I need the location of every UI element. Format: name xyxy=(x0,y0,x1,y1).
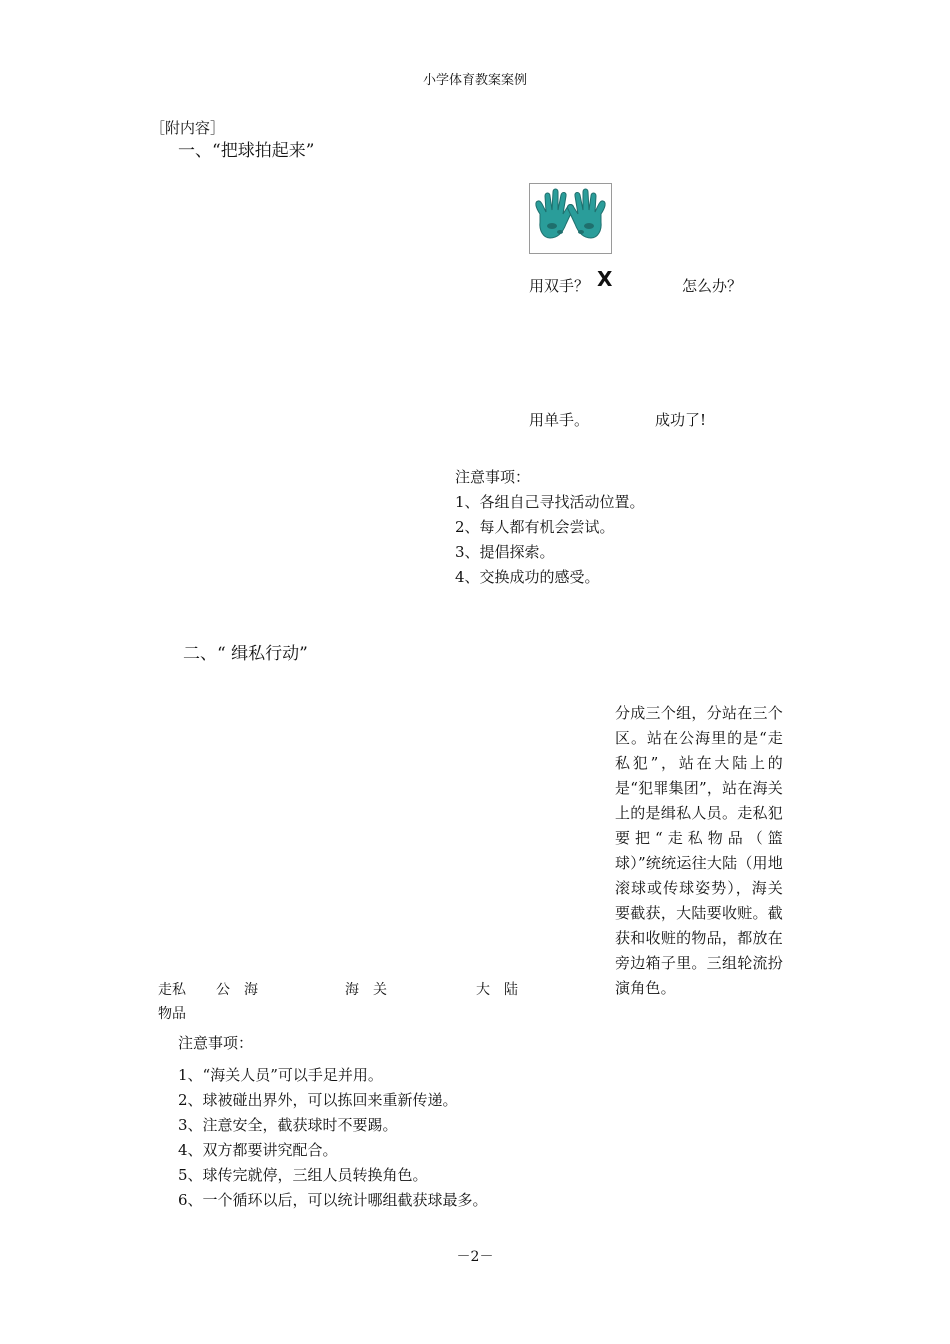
appendix-label: ［附内容］ xyxy=(150,119,226,137)
hands-icon-graphic xyxy=(530,184,611,253)
page-header: 小学体育教案案例 xyxy=(422,73,527,88)
hands-icon xyxy=(529,183,612,254)
section2-description: 分成三个组，分站在三个区。站在公海里的是“走私犯”，站在大陆上的是“犯罪集团”，站在海关上的是缉私人员。走私犯要把“走私物品（篮球）”统统运往大陆（用地滚球或传球姿势），海关要截获，大陆要收赃。截获和收赃的物品，都放在旁边箱子里。三组轮流扮演角色。 xyxy=(615,704,783,997)
section2-note-item: 3、注意安全，截获球时不要踢。 xyxy=(178,1116,398,1134)
one-hand-text: 用单手。 xyxy=(529,411,590,429)
what-now-text: 怎么办？ xyxy=(682,277,743,295)
section1-notes-title: 注意事项： xyxy=(455,468,531,486)
zone-land-label: 大 陆 xyxy=(476,982,518,998)
section1-note-item: 2、每人都有机会尝试。 xyxy=(455,518,615,536)
section2-notes-title: 注意事项： xyxy=(178,1034,254,1052)
section2-note-item: 2、球被碰出界外，可以拣回来重新传递。 xyxy=(178,1091,458,1109)
zone-customs-label: 海 关 xyxy=(345,982,387,998)
zone-goods-label: 物品 xyxy=(158,1006,186,1022)
section1-note-item: 1、各组自己寻找活动位置。 xyxy=(455,493,645,511)
success-text: 成功了! xyxy=(655,411,707,429)
section1-note-item: 4、交换成功的感受。 xyxy=(455,568,600,586)
section1-notes xyxy=(455,465,645,590)
section2-notes xyxy=(178,1063,488,1213)
page-number: －2－ xyxy=(456,1249,494,1265)
two-hands-text: 用双手？ xyxy=(529,277,590,295)
zone-smuggle-label: 走私 xyxy=(158,982,186,998)
zone-sea-label: 公 海 xyxy=(216,982,258,998)
section1-title: 一、“把球拍起来” xyxy=(178,141,315,161)
section2-note-item: 6、一个循环以后，可以统计哪组截获球最多。 xyxy=(178,1191,488,1209)
section2-note-item: 1、“海关人员”可以手足并用。 xyxy=(178,1066,383,1084)
section1-note-item: 3、提倡探索。 xyxy=(455,543,555,561)
section2-note-item: 5、球传完就停，三组人员转换角色。 xyxy=(178,1166,428,1184)
section2-note-item: 4、双方都要讲究配合。 xyxy=(178,1141,338,1159)
section2-title: 二、“ 缉私行动” xyxy=(183,644,308,664)
x-mark: X xyxy=(597,267,613,291)
